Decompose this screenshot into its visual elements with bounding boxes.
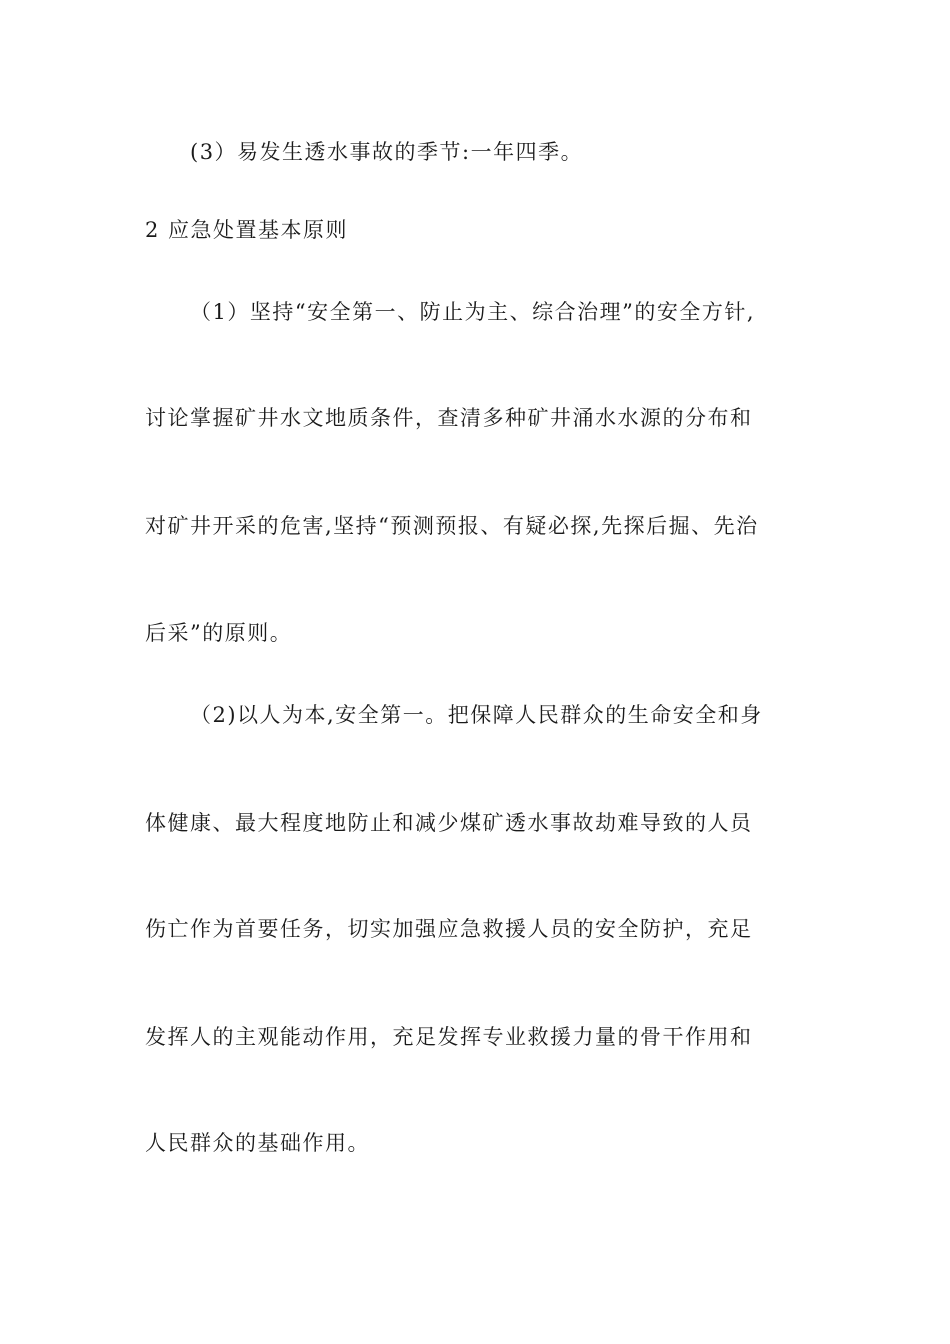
paragraph-line-principle-2-cont-1: 体健康、最大程度地防止和减少煤矿透水事故劫难导致的人员 <box>145 811 753 835</box>
paragraph-line-principle-1: （1）坚持“安全第一、防止为主、综合治理”的安全方针, <box>190 300 756 324</box>
paragraph-line-principle-1-cont-1: 讨论掌握矿井水文地质条件，查清多种矿井涌水水源的分布和 <box>145 406 753 430</box>
paragraph-line-principle-2-cont-3: 发挥人的主观能动作用，充足发挥专业救援力量的骨干作用和 <box>145 1025 753 1049</box>
paragraph-line-principle-2: （2)以人为本,安全第一。把保障人民群众的生命安全和身 <box>190 703 763 727</box>
paragraph-line-principle-1-cont-3: 后采”的原则。 <box>145 621 293 645</box>
section-heading-principles: 2 应急处置基本原则 <box>145 218 349 242</box>
paragraph-line-water-season: (3）易发生透水事故的季节:一年四季。 <box>190 140 584 164</box>
paragraph-line-principle-1-cont-2: 对矿井开采的危害,坚持“预测预报、有疑必探,先探后掘、先治 <box>145 514 759 538</box>
paragraph-line-principle-2-cont-4: 人民群众的基础作用。 <box>145 1131 370 1155</box>
paragraph-line-principle-2-cont-2: 伤亡作为首要任务，切实加强应急救援人员的安全防护，充足 <box>145 917 753 941</box>
